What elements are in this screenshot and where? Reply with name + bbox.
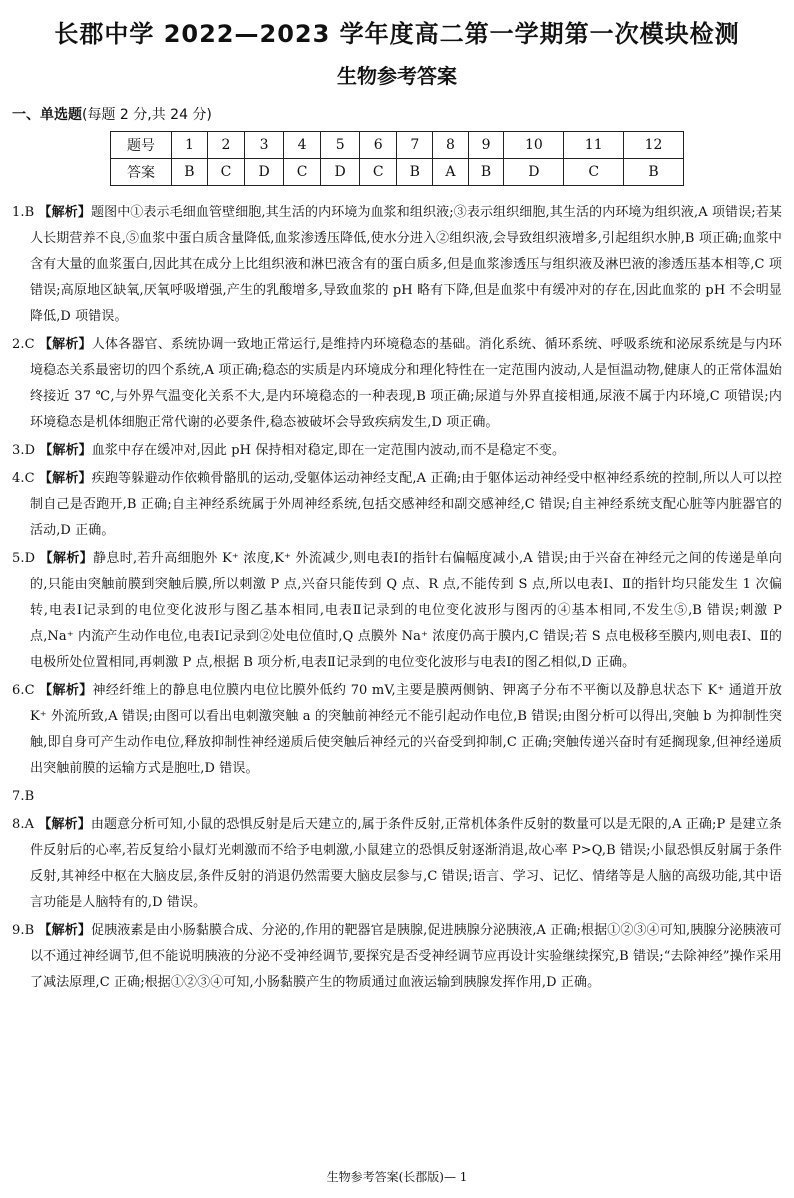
item-answer: 3.D: [12, 443, 36, 458]
explanation-item: [12, 438, 782, 464]
table-cell: 5: [321, 132, 360, 159]
table-cell: 8: [433, 132, 468, 159]
table-cell: D: [321, 159, 360, 186]
analysis-tag: 【解析】: [38, 337, 92, 352]
table-cell: B: [397, 159, 433, 186]
explanation-item: [12, 200, 782, 330]
section-note: (每题 2 分,共 24 分): [82, 107, 212, 123]
analysis-tag: 【解析】: [39, 551, 94, 566]
analysis-tag: 【解析】: [38, 817, 91, 832]
explanation-list: [12, 200, 782, 998]
item-answer: 4.C: [12, 471, 35, 486]
item-answer: 2.C: [12, 337, 35, 352]
analysis-tag: 【解析】: [39, 443, 92, 458]
table-cell: 3: [245, 132, 284, 159]
explanation-item: [12, 466, 782, 544]
item-text: 促胰液素是由小肠黏膜合成、分泌的,作用的靶器官是胰腺,促进胰腺分泌胰液,A 正确;根据①②③④可知,胰腺分泌胰液可以不通过神经调节,但不能说明胰液的分泌不受神经调节,要探究是否受神经调节应再设计实验继续探究,B 错误;“去除神经”操作采用了减法原理,C 正确;根据①②③④可知,小肠黏膜产生的物质通过血液运输到胰腺发挥作用,D 正确。: [30, 923, 782, 990]
answer-table: [110, 131, 684, 186]
table-cell: 4: [284, 132, 321, 159]
table-cell: 7: [397, 132, 433, 159]
analysis-tag: 【解析】: [38, 205, 91, 220]
table-cell: 6: [360, 132, 397, 159]
analysis-tag: 【解析】: [39, 683, 93, 698]
item-answer: 1.B: [12, 205, 35, 220]
item-text: 神经纤维上的静息电位膜内电位比膜外低约 70 mV,主要是膜两侧钠、钾离子分布不平衡以及静息状态下 K⁺ 通道开放 K⁺ 外流所致,A 错误;由图可以看出电刺激突触 a 的突触前神经元不能引起动作电位,B 错误;由图分析可以得出,突触 b 为抑制性突触,即自身可产生动作电位,释放抑制性神经递质后使突触后神经元的兴奋受到抑制,C 正确;突触传递兴奋时有延搁现象,但神经递质出突触前膜的运输方式是胞吐,D 错误。: [30, 683, 782, 776]
item-text: 疾跑等躲避动作依赖骨骼肌的运动,受躯体运动神经支配,A 正确;由于躯体运动神经受中枢神经系统的控制,所以人可以控制自己是否跑开,B 正确;自主神经系统属于外周神经系统,包括交感神经和副交感神经,C 错误;自主神经系统支配心脏等内脏器官的活动,D 正确。: [30, 471, 782, 538]
row-label-answer: 答案: [111, 159, 172, 186]
item-text: 静息时,若升高细胞外 K⁺ 浓度,K⁺ 外流减少,则电表Ⅰ的指针右偏幅度减小,A 错误;由于兴奋在神经元之间的传递是单向的,只能由突触前膜到突触后膜,所以刺激 P 点,兴奋只能传到 Q 点、R 点,不能传到 S 点,所以电表Ⅰ、Ⅱ的指针均只能发生 1 次偏转,电表Ⅰ记录到的电位变化波形与图乙基本相同,电表Ⅱ记录到的电位变化波形与图丙的④基本相同,不发生⑤,B 错误;刺激 P 点,Na⁺ 内流产生动作电位,电表Ⅰ记录到②处电位值时,Q 点膜外 Na⁺ 浓度仍高于膜内,C 错误;若 S 点电极移至膜内,则电表Ⅰ、Ⅱ的电极所处位置相同,再刺激 P 点,根据 B 项分析,电表Ⅱ记录到的电位变化波形与电表Ⅰ的图乙相似,D 正确。: [30, 551, 782, 670]
explanation-item: [12, 678, 782, 782]
table-cell: B: [624, 159, 684, 186]
table-cell: C: [360, 159, 397, 186]
table-cell: D: [245, 159, 284, 186]
table-cell: 1: [172, 132, 208, 159]
table-cell: 11: [564, 132, 624, 159]
page-title: 长郡中学 2022—2023 学年度高二第一学期第一次模块检测: [54, 20, 740, 48]
analysis-tag: 【解析】: [38, 471, 92, 486]
item-answer: 5.D: [12, 551, 36, 566]
item-text: 血浆中存在缓冲对,因此 pH 保持相对稳定,即在一定范围内波动,而不是稳定不变。: [91, 443, 566, 458]
answer-row: [111, 159, 684, 186]
explanation-item: [12, 332, 782, 436]
table-cell: 10: [504, 132, 564, 159]
table-cell: A: [433, 159, 468, 186]
explanation-item: [12, 812, 782, 916]
table-cell: C: [207, 159, 244, 186]
analysis-tag: 【解析】: [38, 923, 91, 938]
table-cell: B: [172, 159, 208, 186]
explanation-item: [12, 918, 782, 996]
table-cell: C: [564, 159, 624, 186]
item-answer: 8.A: [12, 817, 35, 832]
section-heading: [12, 104, 212, 124]
item-text: 题图中①表示毛细血管壁细胞,其生活的内环境为血浆和组织液;③表示组织细胞,其生活的内环境为组织液,A 项错误;若某人长期营养不良,⑤血浆中蛋白质含量降低,血浆渗透压降低,使水分进入②组织液,会导致组织液增多,引起组织水肿,B 项正确;血浆中含有大量的血浆蛋白,因此其在成分上比组织液和淋巴液含有的蛋白质多,但是血浆渗透压与组织液及淋巴液的渗透压基本相等,C 项错误;高原地区缺氧,厌氧呼吸增强,产生的乳酸增多,导致血浆的 pH 略有下降,但是血浆中有缓冲对的存在,因此血浆的 pH 不会明显降低,D 项错误。: [30, 205, 782, 324]
table-cell: C: [284, 159, 321, 186]
table-cell: B: [468, 159, 504, 186]
item-text: 人体各器官、系统协调一致地正常运行,是维持内环境稳态的基础。消化系统、循环系统、呼吸系统和泌尿系统是与内环境稳态关系最密切的四个系统,A 项正确;稳态的实质是内环境成分和理化特性在一定范围内波动,人是恒温动物,健康人的正常体温始终接近 37 ℃,与外界气温变化关系不大,是内环境稳态的一种表现,B 项正确;尿道与外界直接相通,尿液不属于内环境,C 项错误;内环境稳态是机体细胞正常代谢的必要条件,稳态被破坏会导致疾病发生,D 项正确。: [30, 337, 783, 430]
item-answer: 9.B: [12, 923, 35, 938]
page-footer: 生物参考答案(长郡版)— 1: [326, 1170, 468, 1184]
table-cell: D: [504, 159, 564, 186]
explanation-item: [12, 784, 782, 810]
table-cell: 2: [207, 132, 244, 159]
question-number-row: [111, 132, 684, 159]
page-subtitle: 生物参考答案: [337, 64, 457, 88]
item-answer: 6.C: [12, 683, 35, 698]
item-answer: 7.B: [12, 789, 35, 804]
item-text: 由题意分析可知,小鼠的恐惧反射是后天建立的,属于条件反射,正常机体条件反射的数量可以是无限的,A 正确;P 是建立条件反射后的心率,若反复给小鼠灯光刺激而不给予电刺激,小鼠建立的恐惧反射逐渐消退,故心率 P>Q,B 错误;小鼠恐惧反射属于条件反射,其神经中枢在大脑皮层,条件反射的消退仍然需要大脑皮层参与,C 错误;语言、学习、记忆、情绪等是人脑的高级功能,其中语言功能是人脑特有的,D 错误。: [30, 817, 783, 910]
table-cell: 12: [624, 132, 684, 159]
row-label-number: 题号: [111, 132, 172, 159]
table-cell: 9: [468, 132, 504, 159]
explanation-item: [12, 546, 782, 676]
section-title: 一、单选题: [12, 107, 82, 123]
